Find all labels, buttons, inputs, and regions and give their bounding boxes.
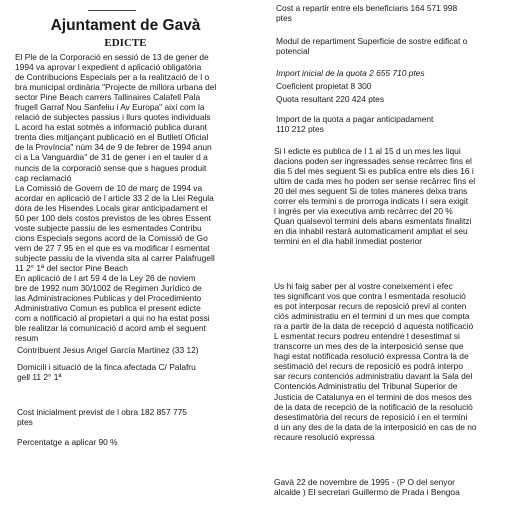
resulting-quota: Quota resultant 220 424 ptes — [276, 94, 385, 104]
percentage-applied: Percentatge a aplicar 90 % — [17, 437, 118, 447]
paragraph-payment-terms: Si l edicte es publica de l 1 al 15 d un mes les liqui dacions poden ser ingressades sense recàrrec fins el dia 5 del mes seguent Si es publica entre els dies 16 i ultim de cada mes ho poden ser sense recàrrec fins el 20 del mes seguent Si de totes maneres deixa trans correr els termini s de prorroga indicats l i sera exigit l ingrés per via executiva amb recàrrec del 20 % Quan qualsevol termini dels abans esmentats finalitzi en dia inhabil restarà automaticament ampliat el seu termini en el dia habil inmediat posterior — [274, 146, 476, 247]
header-rule — [88, 10, 136, 11]
contributor-name: Contribuent Jesus Angel García Martinez (33 12) — [17, 345, 199, 355]
paragraph-appeal: Us hi faig saber per al vostre coneixement i efec tes significant vos que contra l esmentada resolució es pot interposar recurs de reposició previ al conten ciós administratiu en el termini d un mes que compta ra a partir de la data de recepció d aquesta notificació L esmentat recurs podreu entendre l desestimat si transcorre un mes des de la interposició sense que hagi estat notificada resolució expressa Contra la de sestimació del recurs de reposició es podrà interpo sar recurs contenciós administratiu davant la Sala del Contenciós Administratiu del Tribunal Superior de Justicia de Catalunya en el termini de dos mesos des de la data de recepció de la notificació de la resolució desestimatòria del recurs de reposició i en el termini d un any des de la data de la interposició en cas de no recaure resolució expressa — [274, 281, 477, 442]
advance-payment: Import de la quota a pagar anticipadament 110 212 ptes — [276, 114, 434, 135]
edict-heading: EDICTE — [104, 37, 147, 49]
initial-quota: Import inicial de la quota 2 655 710 ptes — [276, 68, 425, 78]
distribution-module: Modul de repartiment Superficie de sostre edificat o potencial — [276, 36, 468, 57]
paragraph-approval: El Ple de la Corporació en sessió de 13 de gener de 1994 va aprovar l expedient d aplicació obligatòria de Contribucions Especials per a la realització de l o bra municipal ordinària "Projecte de millora urbana del sector Pine Beach carrers Tallinaires Calafell Pala frugell Garraf Nou Sanfeliu i Av Europa" així com la relació de subjectes passius i llurs quotes individuals L acord ha estat sotmès a informació publica durant trenta dies mitjançant publicació en el Butlletí Oficial de la Província" núm 34 de 9 de febrer de 1994 anun ci a La Vanguardia" de 31 de gener i en el tauler d a nuncis de la corporació sense que s hagues produit cap reclamació — [15, 52, 217, 183]
ownership-coefficient: Coeficient propietat 8 300 — [276, 81, 372, 91]
paragraph-notification: En aplicació de l art 59 4 de la Ley 26 de noviem bre de 1992 num 30/1002 de Regimen Jurídico de las Administraciones Publicas y del Procedimiento Administrativo Comun es publica el present edicte com a notificació al propietari a qui no ha estat possi ble realitzar la comunicació d acord amb el seguent resum — [15, 273, 210, 344]
initial-cost: Cost inicialment previst de l obra 182 857 775 ptes — [17, 407, 187, 428]
cost-to-distribute: Cost a repartir entre els beneficiaris 164 571 998 ptes — [276, 3, 458, 24]
paragraph-commission: La Comissió de Govern de 10 de març de 1994 va acordar en aplicació de l article 33 2 de la Llei Regula dora de les Hisendes Locals girar anticipadament el 50 per 100 dels costos previstos de les obres Essent voste subjecte passiu de les esmentades Contribu cions Especials segons acord de la Comissió de Go vern de 27 7 95 en el que es va modificar l esmentat subjecte passiu de la vivenda sita al carrer Palafrugell 11 2° 1ª del sector Pine Beach — [15, 183, 215, 274]
signature-block: Gavà 22 de novembre de 1995 - (P O del senyor alcalde ) El secretari Guillermo de Prada i Bengoa — [274, 477, 460, 498]
property-address: Domicili i situació de la finca afectada C/ Palafru gell 11 2° 1ª — [17, 362, 196, 383]
council-title: Ajuntament de Gavà — [50, 17, 201, 34]
